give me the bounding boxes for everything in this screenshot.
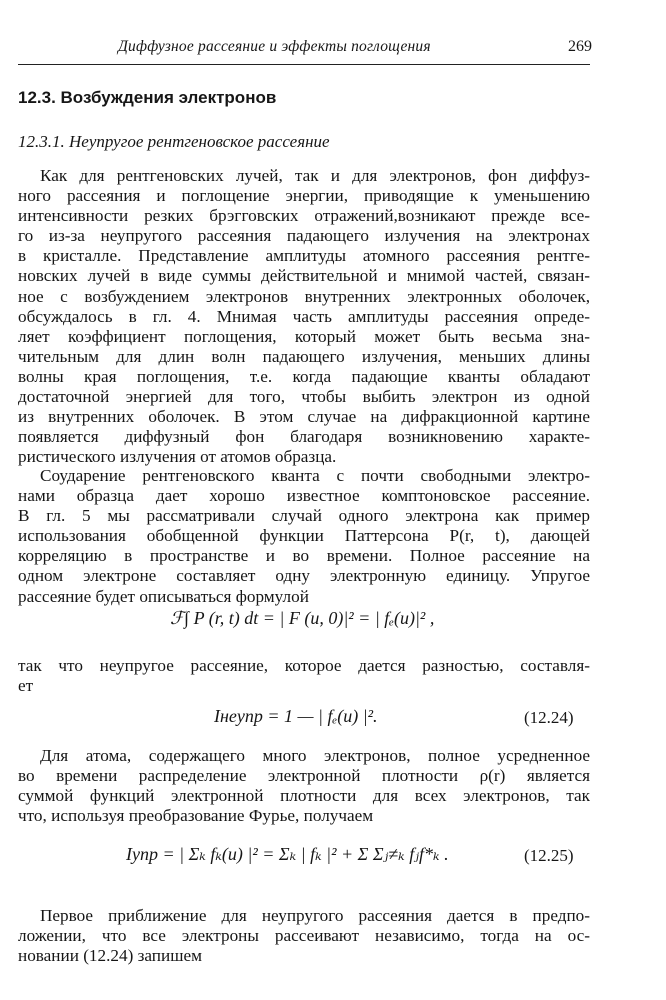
text-line: ристического излучения от атомов образца. bbox=[18, 447, 337, 467]
page-number: 269 bbox=[568, 38, 592, 55]
formula-elastic: ℱ∫ P (r, t) dt = | F (u, 0)|² = | fₑ(u)|² , bbox=[170, 608, 435, 628]
text-line: обсуждалось в гл. 4. Мнимая часть амплитуды рассеяния опреде- bbox=[18, 306, 590, 326]
text-line: интенсивности резких брэгговских отражений,возникают прежде все- bbox=[18, 206, 590, 226]
text-line: Соударение рентгеновского кванта с почти свободными электро- bbox=[40, 466, 590, 485]
subsection-title: 12.3.1. Неупругое рентгеновское рассеяние bbox=[18, 132, 330, 151]
section-title: 12.3. Возбуждения электронов bbox=[18, 88, 277, 107]
text-line: суммой функций электронной плотности для всех электронов, так bbox=[18, 786, 590, 806]
text-line: что, используя преобразование Фурье, получаем bbox=[18, 806, 374, 826]
text-line: Как для рентгеновских лучей, так и для электронов, фон диффуз- bbox=[40, 166, 590, 185]
header-rule bbox=[18, 64, 590, 65]
text-line: Для атома, содержащего много электронов, полное усредненное bbox=[40, 746, 590, 765]
text-line: волны края поглощения, т.е. когда падающие кванты обладают bbox=[18, 366, 590, 386]
text-line: ное с возбуждением электронов внутренних электронных оболочек, bbox=[18, 286, 590, 306]
text-line: рассеяние будет описываться формулой bbox=[18, 586, 309, 606]
paragraph-3 bbox=[18, 656, 590, 696]
paragraph-1 bbox=[18, 166, 590, 467]
text-line: новских лучей в виде суммы действительной и мнимой частей, связан- bbox=[18, 266, 590, 286]
paragraph-4 bbox=[18, 746, 590, 826]
formula-elastic-sum: Iупр = | Σₖ fₖ(u) |² = Σₖ | fₖ |² + Σ Σⱼ≠ₖ fⱼf*ₖ . bbox=[126, 844, 449, 864]
text-line: ляет коэффициент поглощения, который может быть весьма зна- bbox=[18, 326, 590, 346]
text-line: Первое приближение для неупругого рассеяния дается в предпо- bbox=[40, 906, 590, 925]
text-line: новании (12.24) запишем bbox=[18, 946, 202, 966]
paragraph-5 bbox=[18, 906, 590, 966]
text-line: корреляцию в пространстве и во времени. Полное рассеяние на bbox=[18, 546, 590, 566]
formula-inelastic: Iнеупр = 1 — | fₑ(u) |². bbox=[214, 706, 378, 726]
text-line: В гл. 5 мы рассматривали случай одного электрона как пример bbox=[18, 506, 590, 526]
text-line: ет bbox=[18, 676, 34, 696]
text-line: ложении, что все электроны рассеивают независимо, тогда на ос- bbox=[18, 926, 590, 946]
text-line: нами образца дает хорошо известное комптоновское рассеяние. bbox=[18, 486, 590, 506]
equation-number: (12.24) bbox=[524, 708, 574, 727]
text-line: появляется диффузный фон благодаря возникновению характе- bbox=[18, 427, 590, 447]
text-line: использования обобщенной функции Паттерсона P(r, t), дающей bbox=[18, 526, 590, 546]
text-line: го из-за неупругого рассеяния падающего излучения на электронах bbox=[18, 226, 590, 246]
text-line: так что неупругое рассеяние, которое дается разностью, составля- bbox=[18, 656, 590, 675]
paragraph-2 bbox=[18, 466, 590, 607]
text-line: достаточной энергией для того, чтобы выбить электрон из одной bbox=[18, 387, 590, 407]
text-line: в кристалле. Представление амплитуды атомного рассеяния рентге- bbox=[18, 246, 590, 266]
text-line: одном электроне составляет одну электронную единицу. Упругое bbox=[18, 566, 590, 586]
running-head: Диффузное рассеяние и эффекты поглощения bbox=[118, 38, 431, 55]
text-line: из внутренних оболочек. В этом случае на дифракционной картине bbox=[18, 407, 590, 427]
text-line: во времени распределение электронной плотности ρ(r) является bbox=[18, 766, 590, 786]
text-line: ного рассеяния и поглощение энергии, приводящие к уменьшению bbox=[18, 186, 590, 206]
text-line: чительным для длин волн падающего излучения, меньших длины bbox=[18, 346, 590, 366]
equation-number: (12.25) bbox=[524, 846, 574, 865]
